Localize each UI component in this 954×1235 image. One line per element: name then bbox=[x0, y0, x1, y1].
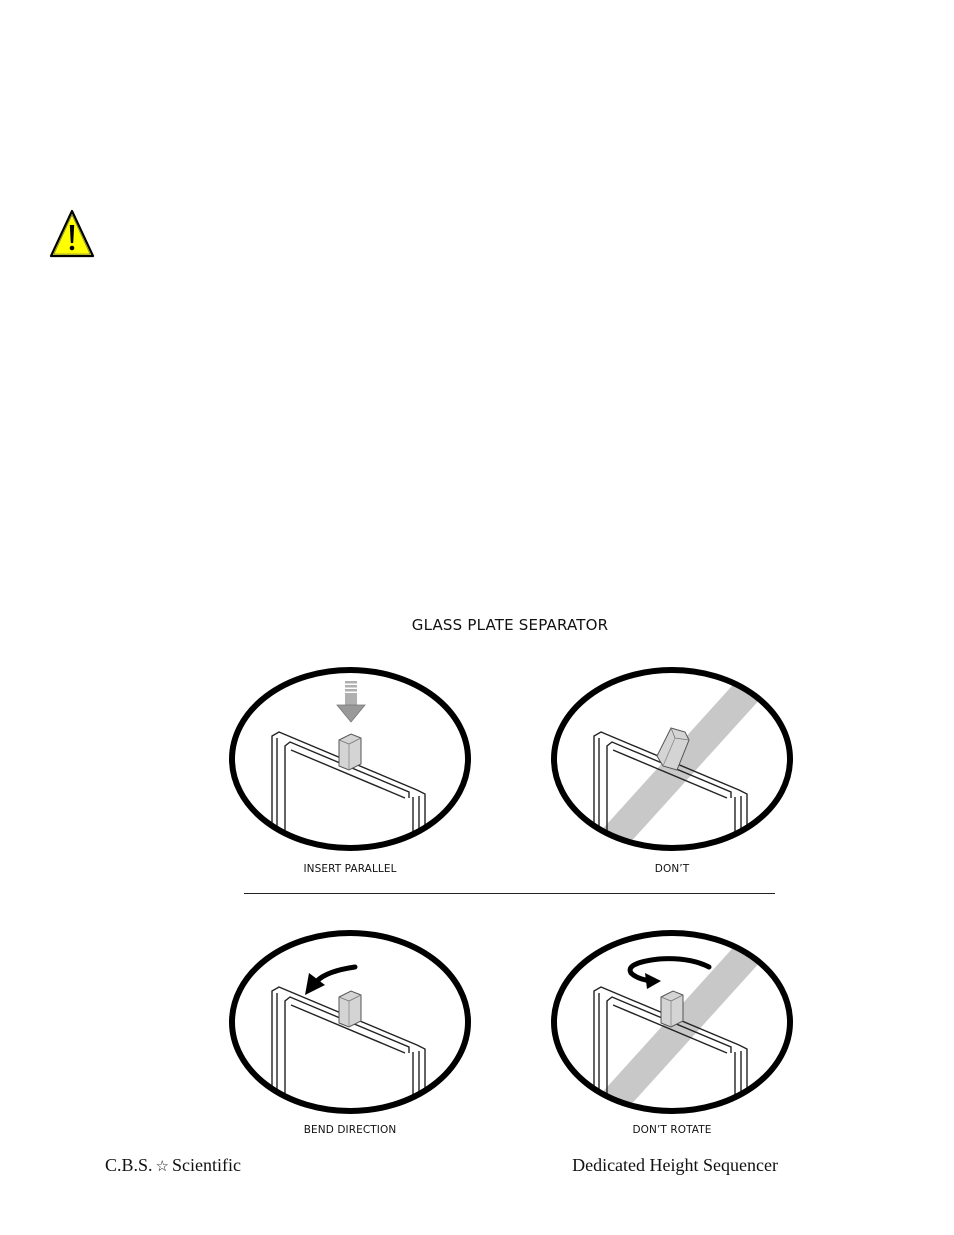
figure-title: GLASS PLATE SEPARATOR bbox=[411, 616, 609, 634]
footer-company-suffix: Scientific bbox=[171, 1155, 241, 1175]
curved-arrow-left-icon bbox=[305, 967, 355, 995]
footer-product: Dedicated Height Sequencer bbox=[572, 1155, 778, 1175]
footer-company-name: C.B.S. bbox=[105, 1155, 153, 1175]
caption-bend-direction: BEND DIRECTION bbox=[303, 1124, 397, 1136]
rotate-arrow-icon bbox=[630, 959, 709, 989]
dont-rotate-illustration bbox=[549, 929, 795, 1115]
down-arrow-icon bbox=[337, 681, 365, 722]
bend-direction-illustration bbox=[227, 929, 473, 1115]
caption-dont: DON’T bbox=[654, 863, 690, 875]
figure-divider bbox=[244, 893, 775, 894]
warning-triangle-icon bbox=[48, 208, 96, 260]
footer-company bbox=[105, 1155, 241, 1176]
insert-parallel-illustration bbox=[227, 666, 473, 852]
star-icon: ☆ bbox=[155, 1159, 169, 1175]
caption-insert-parallel: INSERT PARALLEL bbox=[303, 863, 397, 875]
caption-dont-rotate: DON’T ROTATE bbox=[632, 1124, 712, 1136]
dont-illustration bbox=[549, 666, 795, 852]
